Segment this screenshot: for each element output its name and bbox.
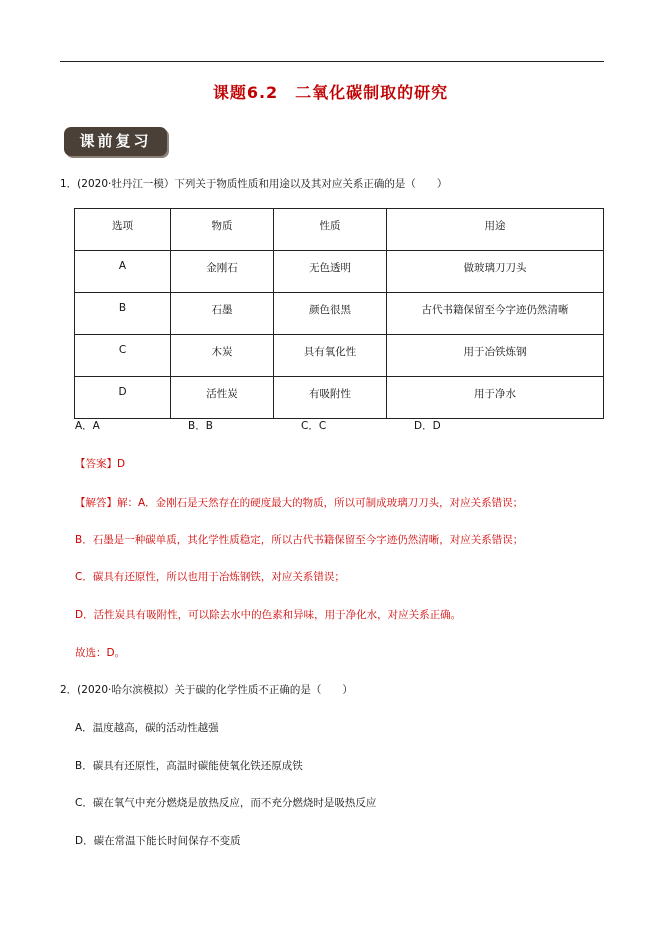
table-cell: 石墨 xyxy=(171,293,274,335)
question-1-table xyxy=(74,208,604,419)
question-1-conclusion: 故选：D。 xyxy=(75,647,126,659)
question-2-option-d: D．碳在常温下能长时间保存不变质 xyxy=(75,835,241,847)
table-cell: 木炭 xyxy=(171,335,274,377)
table-cell: 具有氧化性 xyxy=(274,335,387,377)
table-header-row xyxy=(75,209,604,251)
table-header-cell: 物质 xyxy=(171,209,274,251)
question-1-analysis-line: B．石墨是一种碳单质，其化学性质稳定，所以古代书籍保留至今字迹仍然清晰，对应关系错误； xyxy=(75,534,524,546)
table-header-cell: 性质 xyxy=(274,209,387,251)
question-2-option-a: A．温度越高，碳的活动性越强 xyxy=(75,722,219,734)
table-cell: 颜色很黑 xyxy=(274,293,387,335)
question-1-analysis-line: D．活性炭具有吸附性，可以除去水中的色素和异味，用于净化水，对应关系正确。 xyxy=(75,609,462,621)
table-cell: C xyxy=(75,335,171,377)
table-row xyxy=(75,293,604,335)
table-cell: D xyxy=(75,377,171,419)
header-rule xyxy=(60,61,604,62)
question-1-option-a: A．A xyxy=(75,420,100,432)
table-cell: 金刚石 xyxy=(171,251,274,293)
section-badge xyxy=(64,127,167,156)
question-1-analysis-line: 【解答】解：A．金刚石是天然存在的硬度最大的物质，所以可制成玻璃刀刀头，对应关系错误； xyxy=(75,497,524,509)
table-cell: 无色透明 xyxy=(274,251,387,293)
question-1-analysis-line: C．碳具有还原性，所以也用于冶炼钢铁，对应关系错误； xyxy=(75,571,345,583)
table-cell: B xyxy=(75,293,171,335)
question-2-option-b: B．碳具有还原性，高温时碳能使氧化铁还原成铁 xyxy=(75,760,303,772)
table-cell: 做玻璃刀刀头 xyxy=(387,251,604,293)
question-1-option-d: D．D xyxy=(414,420,441,432)
table-cell: 古代书籍保留至今字迹仍然清晰 xyxy=(387,293,604,335)
question-1-option-b: B．B xyxy=(188,420,213,432)
table-cell: 用于冶铁炼钢 xyxy=(387,335,604,377)
table-header-cell: 选项 xyxy=(75,209,171,251)
question-1-stem: 1．(2020·牡丹江一模）下列关于物质性质和用途以及其对应关系正确的是（ ） xyxy=(60,178,448,190)
table-row xyxy=(75,377,604,419)
question-1-option-c: C．C xyxy=(301,420,327,432)
table-row xyxy=(75,335,604,377)
table-cell: 活性炭 xyxy=(171,377,274,419)
table-cell: 用于净水 xyxy=(387,377,604,419)
table-cell: A xyxy=(75,251,171,293)
table-cell: 有吸附性 xyxy=(274,377,387,419)
table-row xyxy=(75,251,604,293)
page-title: 课题6.2 二氧化碳制取的研究 xyxy=(212,83,449,102)
section-badge-label: 课前复习 xyxy=(79,132,152,150)
table-header-cell: 用途 xyxy=(387,209,604,251)
question-2-option-c: C．碳在氧气中充分燃烧是放热反应，而不充分燃烧时是吸热反应 xyxy=(75,797,377,809)
question-2-stem: 2．(2020·哈尔滨模拟）关于碳的化学性质不正确的是（ ） xyxy=(60,684,353,696)
question-1-answer: 【答案】D xyxy=(75,458,126,470)
